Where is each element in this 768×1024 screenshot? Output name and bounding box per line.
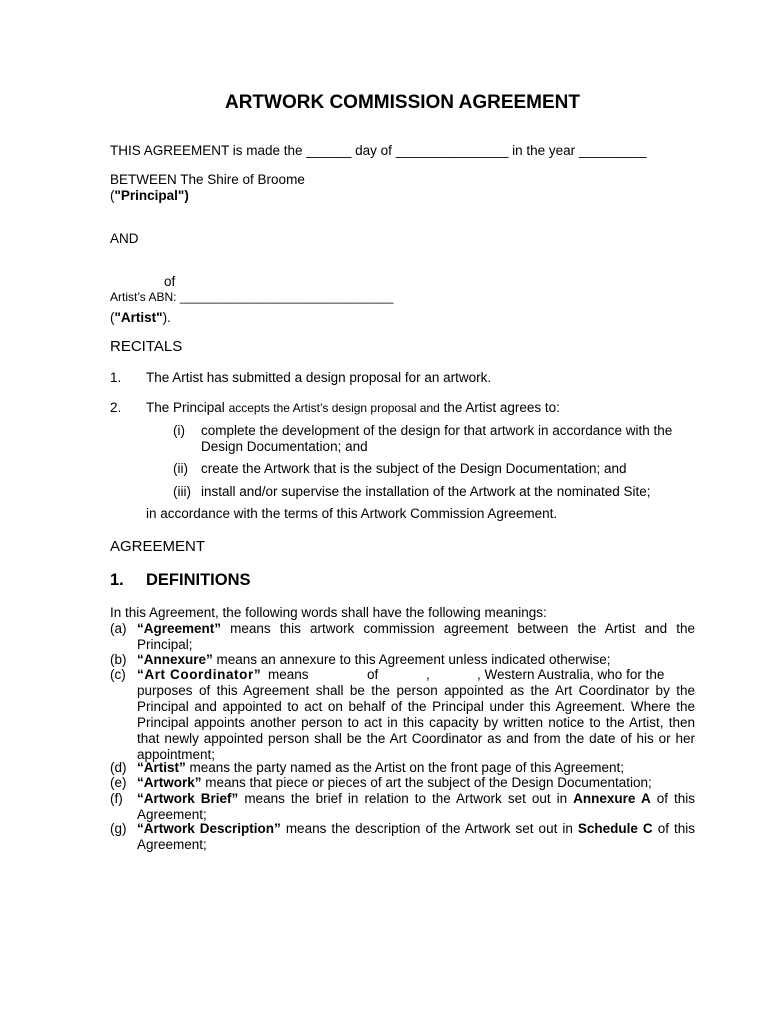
definition-agreement: “Agreement” means this artwork commission agreement between the Artist and the Principal; (137, 621, 695, 652)
recital-text: The Principal accepts the Artist’s design proposal and the Artist agrees to: (146, 400, 560, 415)
agreement-heading: AGREEMENT (110, 538, 206, 555)
definition-label: (g) (110, 821, 127, 836)
subitem-number: (iii) (173, 484, 191, 499)
definition-label: (e) (110, 775, 127, 790)
subitem-text: Design Documentation; and (201, 439, 368, 454)
artist-label: ("Artist"). (110, 310, 171, 325)
recital-text: The Artist has submitted a design proposal for an artwork. (146, 370, 492, 385)
subitem-text: complete the development of the design for that artwork in accordance with the (201, 423, 673, 438)
abn-blank[interactable]: ________________________________ (179, 290, 394, 304)
definition-label: (a) (110, 621, 127, 636)
artist-abn-line (110, 289, 393, 305)
agreement-date-line (110, 143, 646, 159)
between-line: BETWEEN The Shire of Broome (110, 172, 305, 187)
definition-label: (c) (110, 667, 126, 682)
definition-art-coordinator-term: “Art Coordinator” (137, 667, 262, 682)
definitions-lead: In this Agreement, the following words shall have the following meanings: (110, 605, 547, 620)
principal-label: ("Principal") (110, 188, 189, 203)
definition-artwork: “Artwork” means that piece or pieces of art the subject of the Design Documentation; (137, 775, 652, 790)
definition-label: (b) (110, 652, 127, 667)
subitem-number: (ii) (173, 461, 188, 476)
section-number: 1. (110, 571, 124, 589)
and-line: AND (110, 231, 139, 246)
definition-artwork-description: “Artwork Description” means the description of the Artwork set out in Schedule C of this Agreement; (137, 821, 695, 852)
definition-artwork-brief: “Artwork Brief” means the brief in relation to the Artwork set out in Annexure A of this Agreement; (137, 791, 696, 822)
definition-art-coordinator-text: purposes of this Agreement shall be the person appointed as the Art Coordinator by the Principal and appointed to act on behalf of the Principal under this Agreement. Where the Principal appoints another person to act in this capacity by written notice to the Artist, then that newly appointed person shall be the Art Coordinator as and from the date of his or her appointment; (137, 683, 695, 762)
document-title: ARTWORK COMMISSION AGREEMENT (224, 92, 580, 113)
definition-artist: “Artist” means the party named as the Artist on the front page of this Agreement; (137, 760, 625, 775)
document-page: ARTWORK COMMISSION AGREEMENT THIS AGREEMENT is made the ______ day of _______________ in the year _________ BETWEEN The Shire of Broome ("Principal") AND of Artist’s ABN: ________________________________ ("Artist"). RECITALS 1. The Artist has submitted a design proposal for an artwork. 2. The Principal accepts the Artist’s design proposal and the Artist agrees to: (i) complete the development of the design for that artwork in accordance with the Design Documentation; and (ii) create the Artwork that is the subject of the Design Documentation; and (iii) install and/or supervise the installation of the Artwork at the nominated Site; in accordance with the terms of this Artwork Commission Agreement. AGREEMENT 1. DEFINITIONS In this Agreement, the following words shall have the following meanings: (a) “Agreement” means this artwork commission agreement between the Artist and the Principal; (b) “Annexure” means an annexure to this Agreement unless indicated otherwise; (c) “Art Coordinator” means of , , Western Australia, who for the purposes of this Agreement shall be the person appointed as the Art Coordinator by the Principal and appointed to act on behalf of the Principal under this Agreement. Where the Principal appoints another person to act in this capacity by written notice to the Artist, then that newly appointed person shall be the Art Coordinator as and from the date of his or her appointment; (d) “Artist” means the party named as the Artist on the front page of this Agreement; (e) “Artwork” means that piece or pieces of art the subject of the Design Documentation; (f) “Artwork Brief” means the brief in relation to the Artwork set out in Annexure A of this Agreement; (g) “Artwork Description” means the description of the Artwork set out in Schedule C of this Agreement; (0, 0, 768, 1024)
recital-number: 2. (110, 400, 122, 415)
recitals-heading: RECITALS (110, 338, 183, 355)
subitem-number: (i) (173, 423, 185, 438)
definition-annexure: “Annexure” means an annexure to this Agreement unless indicated otherwise; (137, 652, 611, 667)
recital-number: 1. (110, 370, 122, 385)
year-blank[interactable]: _________ (578, 143, 647, 158)
day-blank[interactable]: ______ (306, 143, 352, 158)
subitem-text: install and/or supervise the installation of the Artwork at the nominated Site; (201, 484, 651, 499)
section-title: DEFINITIONS (146, 571, 251, 589)
definition-label: (f) (110, 791, 123, 806)
subitem-text: create the Artwork that is the subject of the Design Documentation; and (201, 461, 627, 476)
month-blank[interactable]: _______________ (395, 143, 509, 158)
made-prefix: THIS AGREEMENT is made the (110, 143, 303, 158)
in-the-year: in the year (512, 143, 576, 158)
definition-label: (d) (110, 760, 127, 775)
recitals-closing: in accordance with the terms of this Artwork Commission Agreement. (146, 506, 558, 521)
artist-of: of (164, 274, 176, 289)
abn-label: Artist’s ABN: (110, 290, 177, 304)
day-of: day of (355, 143, 392, 158)
